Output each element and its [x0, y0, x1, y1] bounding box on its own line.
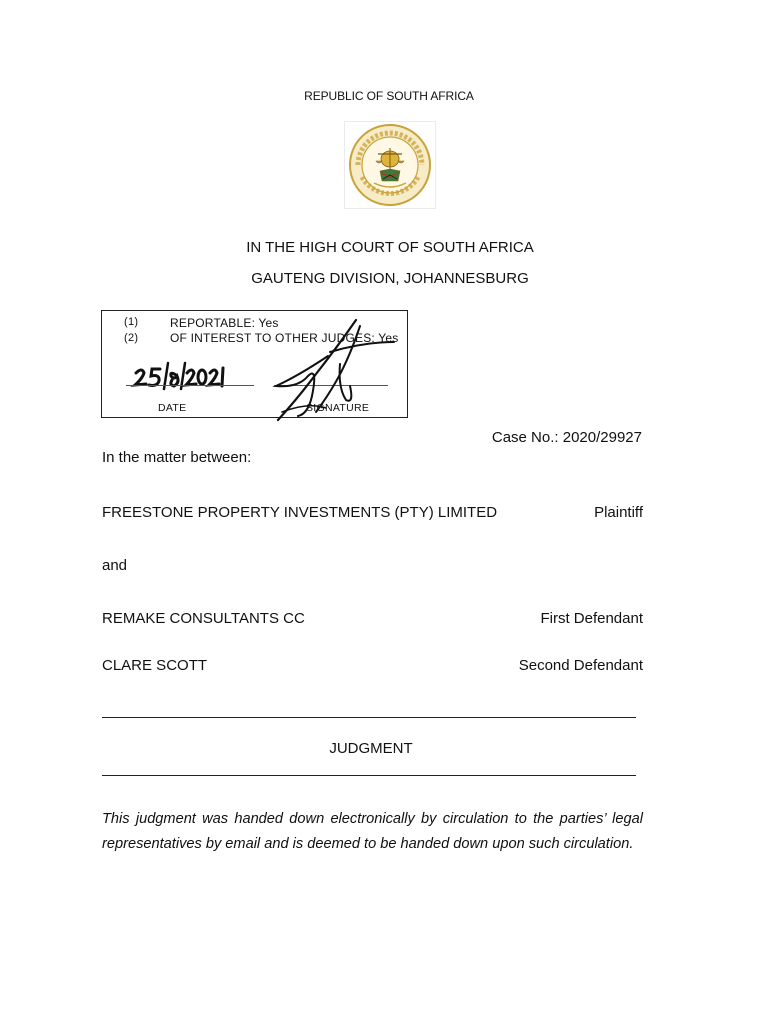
plaintiff-role: Plaintiff: [594, 504, 643, 521]
matter-between: In the matter between:: [102, 449, 252, 466]
first-defendant-role: First Defendant: [540, 610, 643, 627]
divider-bottom: [102, 775, 636, 776]
item-number-1: (1): [124, 316, 139, 328]
and-conjunction: and: [102, 557, 128, 574]
divider-top: [102, 717, 636, 718]
second-defendant-name: CLARE SCOTT: [102, 657, 208, 674]
interest-status: OF INTEREST TO OTHER JUDGES: Yes: [170, 331, 399, 345]
date-label: DATE: [158, 402, 187, 414]
court-division: GAUTENG DIVISION, JOHANNESBURG: [251, 270, 529, 287]
republic-heading: REPUBLIC OF SOUTH AFRICA: [304, 89, 474, 103]
handwritten-date: [130, 361, 230, 391]
court-name: IN THE HIGH COURT OF SOUTH AFRICA: [246, 239, 534, 256]
handdown-notice: This judgment was handed down electronically by circulation to the parties’ legal representatives by email and is deemed to be handed down upon such circulation.: [102, 811, 643, 852]
reportable-status: REPORTABLE: Yes: [170, 316, 279, 330]
plaintiff-name: FREESTONE PROPERTY INVESTMENTS (PTY) LIMITED: [102, 504, 498, 521]
judgment-heading: JUDGMENT: [329, 740, 413, 757]
signature-label: SIGNATURE: [306, 402, 370, 414]
case-number: Case No.: 2020/29927: [491, 429, 642, 446]
item-number-2: (2): [124, 332, 139, 344]
second-defendant-role: Second Defendant: [518, 657, 643, 674]
handwritten-signature: [268, 316, 396, 426]
judiciary-seal-logo: [344, 121, 436, 209]
date-line: [126, 385, 254, 386]
first-defendant-name: REMAKE CONSULTANTS CC: [102, 610, 305, 627]
